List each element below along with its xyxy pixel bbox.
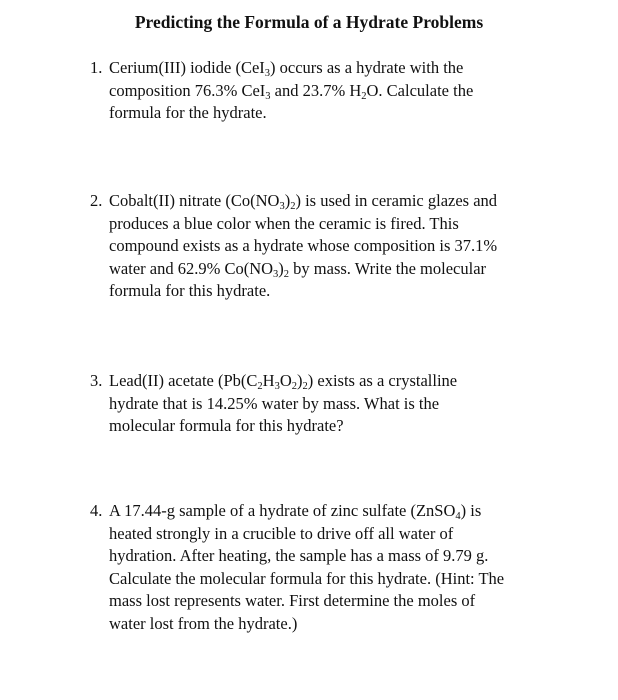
problem-4 <box>90 500 560 635</box>
problem-3 <box>90 370 560 438</box>
problem-line: A 17.44-g sample of a hydrate of zinc sulfate (ZnSO$_4$) is <box>109 501 482 522</box>
problem-line: hydration. After heating, the sample has a mass of 9.79 g. <box>109 546 489 565</box>
problem-line: Cerium(III) iodide (CeI$_3$) occurs as a hydrate with the <box>109 58 464 79</box>
problem-line: Lead(II) acetate $(Pb(C_2H_3O_2)_2)$ exists as a crystalline <box>109 371 458 392</box>
problem-line: composition 76.3% CeI$_3$ and 23.7% $H_2O$. Calculate the <box>109 80 474 102</box>
problem-line: water lost from the hydrate.) <box>109 613 298 633</box>
problem-number: 1. <box>90 58 103 77</box>
problem-line: Cobalt(II) nitrate $(Co(NO_3)_2)$ is used in ceramic glazes and <box>109 191 498 212</box>
problem-line: molecular formula for this hydrate? <box>109 416 344 435</box>
problem-text <box>109 190 560 303</box>
problem-text <box>109 500 560 635</box>
problem-line: Calculate the molecular formula for this hydrate. (Hint: The <box>109 568 505 588</box>
problem-text <box>109 57 560 125</box>
problem-2 <box>90 190 560 303</box>
problem-1 <box>90 57 560 125</box>
problem-line: formula for the hydrate. <box>109 103 267 122</box>
problem-line: formula for this hydrate. <box>109 281 271 300</box>
problem-line: hydrate that is 14.25% water by mass. What is the <box>109 393 440 413</box>
problem-line: mass lost represents water. First determine the moles of <box>109 591 476 610</box>
problem-line: water and 62.9% $Co(NO_3)_2$ by mass. Write the molecular <box>109 258 487 280</box>
problem-line: heated strongly in a crucible to drive off all water of <box>109 523 454 543</box>
problem-line: produces a blue color when the ceramic is fired. This <box>109 213 459 233</box>
problem-number: 2. <box>90 191 103 210</box>
problem-number: 4. <box>90 501 103 520</box>
problem-text <box>109 370 560 438</box>
problem-number: 3. <box>90 371 103 390</box>
problem-line: compound exists as a hydrate whose composition is 37.1% <box>109 236 498 255</box>
page-title: Predicting the Formula of a Hydrate Problems <box>134 12 484 32</box>
